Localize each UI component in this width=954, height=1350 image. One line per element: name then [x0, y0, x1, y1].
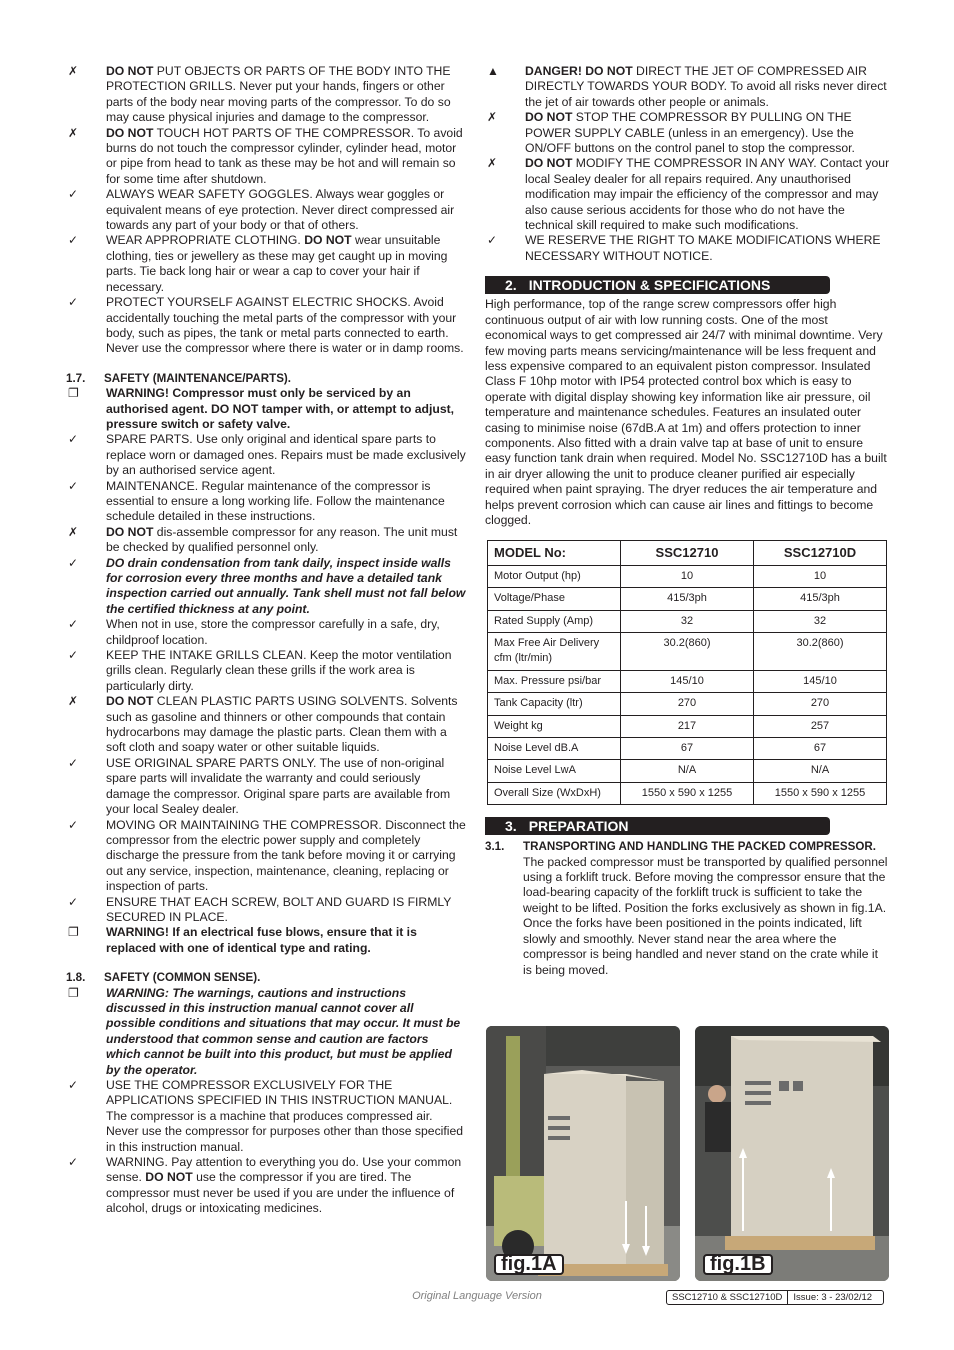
bullet-symbol-icon: ✓	[68, 817, 79, 832]
spec-label-cell: Noise Level LwA	[488, 760, 621, 782]
spec-value-cell: 1550 x 590 x 1255	[754, 782, 887, 804]
spec-label-cell: Overall Size (WxDxH)	[488, 782, 621, 804]
left-column	[66, 64, 466, 1217]
list-item	[66, 233, 466, 295]
list-item-text	[106, 233, 466, 295]
list-item	[66, 648, 466, 694]
bullet-symbol-icon: ❐	[68, 386, 79, 401]
list-item	[485, 110, 890, 156]
list-item	[66, 432, 466, 478]
spec-value-cell: 145/10	[754, 670, 887, 692]
figure-1a-label: fig.1A	[494, 1254, 564, 1275]
list-item-body: KEEP THE INTAKE GRILLS CLEAN. Keep the motor ventilation grills clean. Regularly clean these grills if the work area is particularly dirty.	[106, 648, 452, 693]
list-item-lead: DO NOT	[106, 125, 154, 140]
lifted-crate-image	[695, 1026, 889, 1281]
table-row	[488, 670, 887, 692]
list-item-text	[106, 295, 466, 357]
list-item-text	[106, 187, 466, 233]
table-row	[488, 588, 887, 610]
bullet-symbol-icon: ✓	[68, 233, 79, 248]
safety-list-common-sense	[66, 986, 466, 1217]
list-item-text	[106, 895, 466, 926]
list-item-lead: DO NOT	[145, 1170, 193, 1185]
list-item-body: STOP THE COMPRESSOR BY PULLING ON THE POWER SUPPLY CABLE (unless in an emergency). Use the ON/OFF buttons on the control panel to stop the compressor.	[525, 110, 855, 156]
bullet-symbol-icon: ✗	[68, 694, 79, 709]
list-item-body: DO drain condensation from tank daily, inspect inside walls for corrosion every three months and have a detailed tank inspection carried out annually. Tank shell must not fall below the certified thickness at any point.	[106, 555, 466, 616]
list-item-body: When not in use, store the compressor carefully in a safe, dry, childproof location.	[106, 617, 440, 647]
spec-header-ssc12710d: SSC12710D	[754, 541, 887, 565]
list-item-body: PROTECT YOURSELF AGAINST ELECTRIC SHOCKS. Avoid accidentally touching the metal parts of the compressor with your body, such as pipes, the tank or metal parts connected to earth. Never use the compressor where there is water or in damp rooms.	[106, 295, 464, 356]
list-item-lead: DO NOT	[106, 694, 154, 709]
list-item	[66, 295, 466, 357]
bullet-symbol-icon: ✓	[68, 1155, 79, 1170]
spec-value-cell: 67	[621, 738, 754, 760]
footer-issue: Issue: 3 - 23/02/12	[787, 1291, 877, 1304]
table-row	[488, 715, 887, 737]
figure-1b-label: fig.1B	[703, 1254, 773, 1275]
list-item	[66, 64, 466, 126]
list-item-text	[106, 1155, 466, 1217]
spec-value-cell: 67	[754, 738, 887, 760]
list-item-text	[106, 386, 466, 432]
footer-model-issue	[666, 1290, 884, 1305]
spec-value-cell: N/A	[621, 760, 754, 782]
list-item-body: WARNING! Compressor must only be serviced by an authorised agent. DO NOT tamper with, or attempt to adjust, pressure switch or safety valve.	[106, 386, 455, 431]
spec-value-cell: 415/3ph	[754, 588, 887, 610]
spec-table-header-row	[488, 541, 887, 565]
spec-header-ssc12710: SSC12710	[621, 541, 754, 565]
spec-value-cell: 217	[621, 715, 754, 737]
list-item-text	[106, 432, 466, 478]
table-row	[488, 693, 887, 715]
list-item-text	[106, 986, 466, 1078]
list-item-body: WE RESERVE THE RIGHT TO MAKE MODIFICATIONS WHERE NECESSARY WITHOUT NOTICE.	[525, 233, 881, 263]
list-item-text	[106, 556, 466, 618]
list-item	[66, 386, 466, 432]
list-item-body: use the compressor if you are tired. The compressor must never be used if you are under the influence of alcohol, drugs or intoxicating medicines.	[106, 1170, 455, 1216]
spec-value-cell: 32	[754, 610, 887, 632]
bullet-symbol-icon: ✗	[487, 110, 498, 125]
spec-value-cell: 30.2(860)	[621, 633, 754, 671]
list-item	[66, 895, 466, 926]
list-item	[485, 233, 890, 264]
intro-paragraph: High performance, top of the range screw compressors offer high continuous output of air with low running costs. One of the most economical ways to get compressed air 24/7 with minimal downtime. Very few moving parts means servicing/maintenance will be less frequent and less expensive compared to an equivalent piston compressor. Insulated Class F 10hp motor with IP54 protected control box which is easy to operate with digital display showing key information like air pressure, oil temperature and maintenance schedules. Features an insulated outer casing to minimise noise (67dB.A at 1m) and offers protection to inner components. Also fitted with a drain valve tap at base of unit to ensure easy function tank drain when required. Model No. SSC12710D has a built in air dryer allowing the unit to produce cleaner purified air especially required when paint spraying. The dryer reduces the air temperature and helps prevent corrosion which can cause air lines and fittings to become clogged.	[485, 297, 887, 527]
bullet-symbol-icon: ❐	[68, 925, 79, 940]
table-row	[488, 760, 887, 782]
list-item-body: USE THE COMPRESSOR EXCLUSIVELY FOR THE APPLICATIONS SPECIFIED IN THIS INSTRUCTION MANUAL. The compressor is a machine that produces compressed air. Never use the compressor for purposes other than those specified in this instruction manual.	[106, 1078, 464, 1154]
list-item	[66, 756, 466, 818]
list-item-body: DIRECT THE JET OF COMPRESSED AIR DIRECTLY TOWARDS YOUR BODY. To avoid all risks never direct the jet of air towards other people or animals.	[525, 64, 887, 109]
spec-value-cell: 32	[621, 610, 754, 632]
list-item	[66, 126, 466, 188]
spec-value-cell: 1550 x 590 x 1255	[621, 782, 754, 804]
bullet-symbol-icon: ❐	[68, 985, 79, 1000]
safety-list-maintenance	[66, 386, 466, 956]
spec-label-cell: Max. Pressure psi/bar	[488, 670, 621, 692]
table-row	[488, 782, 887, 804]
list-item-body: ALWAYS WEAR SAFETY GOGGLES. Always wear goggles or equivalent means of eye protection. Never direct compressed air towards any part of your body or that of others.	[106, 187, 455, 233]
list-item-body: wear unsuitable clothing, ties or jewellery as these may get caught up in moving parts. Tie back long hair or wear a cap to cover your hair if necessary.	[106, 233, 448, 294]
spec-value-cell: 257	[754, 715, 887, 737]
bullet-symbol-icon: ✓	[68, 1078, 79, 1092]
section-3-1-heading: 3.1. TRANSPORTING AND HANDLING THE PACKED COMPRESSOR.	[485, 840, 876, 854]
list-item	[66, 986, 466, 1078]
list-item-text	[525, 156, 890, 233]
spec-value-cell: 30.2(860)	[754, 633, 887, 671]
list-item-text	[106, 479, 466, 525]
list-item	[66, 187, 466, 233]
list-item-body: MOVING OR MAINTAINING THE COMPRESSOR. Disconnect the compressor from the electric power supply and completely discharge the pressure from the tank before moving it or carrying out any service, inspection, maintenance, cleaning, replacing or inspection of parts.	[106, 817, 466, 894]
list-item-prefix: WARNING. Pay attention to everything you do. Use your common sense.	[106, 1155, 462, 1185]
list-item	[66, 617, 466, 648]
bullet-symbol-icon: ▲	[487, 64, 499, 78]
list-item	[485, 64, 890, 110]
list-item-prefix: WEAR APPROPRIATE CLOTHING.	[106, 233, 305, 248]
figures	[486, 1026, 886, 1281]
right-column	[485, 64, 890, 978]
safety-list-continued	[485, 64, 890, 264]
list-item-text	[525, 233, 890, 264]
footer-language-note: Original Language Version	[412, 1290, 542, 1302]
spec-header-model: MODEL No:	[488, 541, 621, 565]
bullet-symbol-icon: ✓	[68, 617, 79, 632]
list-item	[66, 925, 466, 956]
bullet-symbol-icon: ✓	[487, 233, 498, 248]
table-row	[488, 610, 887, 632]
bullet-symbol-icon: ✓	[68, 648, 79, 663]
spec-label-cell: Tank Capacity (ltr)	[488, 693, 621, 715]
list-item-body: MAINTENANCE. Regular maintenance of the compressor is essential to ensure a long working life. Follow the maintenance schedule detailed in these instructions.	[106, 478, 445, 524]
bullet-symbol-icon: ✓	[68, 187, 79, 202]
spec-value-cell: 145/10	[621, 670, 754, 692]
list-item-text	[106, 1078, 466, 1155]
figure-1a-photo	[486, 1026, 680, 1281]
list-item-text	[525, 64, 890, 110]
list-item	[485, 156, 890, 233]
list-item-body: MODIFY THE COMPRESSOR IN ANY WAY. Contact your local Sealey dealer for all repairs required. Any unauthorised modification may impair the efficiency of the compressor and may also cause serious accidents for those who do not have the technical skill required to make such modifications.	[525, 156, 890, 233]
bullet-symbol-icon: ✓	[68, 755, 79, 770]
table-row	[488, 633, 887, 671]
list-item-lead: DO NOT	[525, 156, 573, 171]
section-3-1-text: The packed compressor must be transported by qualified personnel using a forklift truck. Before moving the compressor ensure that the load-bearing capacity of the forklift truck is sufficient to take the weight to be lifted. Position the forks exclusively as shown in fig.1A. Once the forks have been positioned in the points indicated, lift slowly and smoothly. Never stand near the area where the compressor is being handled and never stand on the crate while it is being moved.	[523, 854, 888, 977]
spec-label-cell: Rated Supply (Amp)	[488, 610, 621, 632]
list-item-lead: DO NOT	[106, 64, 154, 78]
list-item-text	[106, 525, 466, 556]
bullet-symbol-icon: ✓	[68, 295, 79, 310]
table-row	[488, 738, 887, 760]
spec-value-cell: 270	[621, 693, 754, 715]
bullet-symbol-icon: ✓	[68, 555, 79, 570]
bullet-symbol-icon: ✓	[68, 894, 79, 909]
table-row	[488, 565, 887, 587]
list-item-text	[106, 756, 466, 818]
figure-1b-photo	[695, 1026, 889, 1281]
list-item-text	[106, 818, 466, 895]
bullet-symbol-icon: ✗	[68, 524, 79, 539]
safety-list-general	[66, 64, 466, 357]
list-item-lead: DANGER! DO NOT	[525, 64, 633, 78]
bullet-symbol-icon: ✗	[68, 64, 79, 78]
section-3-heading: 3. PREPARATION	[485, 817, 830, 835]
list-item	[66, 556, 466, 618]
bullet-symbol-icon: ✗	[487, 156, 498, 171]
spec-label-cell: Motor Output (hp)	[488, 565, 621, 587]
spec-value-cell: 270	[754, 693, 887, 715]
list-item-lead: DO NOT	[525, 110, 573, 125]
list-item-lead: DO NOT	[304, 233, 352, 248]
list-item-text	[106, 126, 466, 188]
bullet-symbol-icon: ✓	[68, 478, 79, 493]
list-item	[66, 479, 466, 525]
footer-model: SSC12710 & SSC12710D	[672, 1292, 783, 1303]
spec-value-cell: N/A	[754, 760, 887, 782]
list-item-body: WARNING! If an electrical fuse blows, ensure that it is replaced with one of identical type and rating.	[106, 925, 417, 955]
section-2-heading: 2. INTRODUCTION & SPECIFICATIONS	[485, 276, 830, 294]
spec-value-cell: 415/3ph	[621, 588, 754, 610]
list-item-body: WARNING: The warnings, cautions and instructions discussed in this instruction manual cannot cover all possible conditions and situations that may occur. It must be understood that common sense and caution are factors which cannot be built into this product, but must be applied by the operator.	[106, 985, 461, 1077]
list-item-lead: DO NOT	[106, 524, 154, 539]
list-item-body: TOUCH HOT PARTS OF THE COMPRESSOR. To avoid burns do not touch the compressor cylinder, cylinder head, motor or pipe from head to tank as these may be hot and will remain so for some time after shutdown.	[106, 125, 463, 186]
list-item-body: SPARE PARTS. Use only original and identical spare parts to replace worn or damaged ones. Repairs must be made exclusively by an authorised service agent.	[106, 432, 466, 478]
list-item	[66, 525, 466, 556]
spec-label-cell: Noise Level dB.A	[488, 738, 621, 760]
list-item-text	[106, 64, 466, 126]
section-1-7-heading: 1.7. SAFETY (MAINTENANCE/PARTS).	[66, 371, 292, 385]
bullet-symbol-icon: ✗	[68, 125, 79, 140]
list-item-text	[106, 694, 466, 756]
spec-value-cell: 10	[754, 565, 887, 587]
list-item	[66, 818, 466, 895]
forklift-crate-image	[486, 1026, 680, 1281]
list-item-text	[106, 648, 466, 694]
list-item-body: ENSURE THAT EACH SCREW, BOLT AND GUARD IS FIRMLY SECURED IN PLACE.	[106, 894, 452, 924]
list-item-body: CLEAN PLASTIC PARTS USING SOLVENTS. Solvents such as gasoline and thinners or other compounds that contain hydrocarbons may damage the plastic parts. Clean them with a soft cloth and soapy water or other suitable liquids.	[106, 694, 458, 755]
list-item-text	[106, 925, 466, 956]
list-item-text	[106, 617, 466, 648]
specification-table	[487, 540, 887, 805]
spec-label-cell: Voltage/Phase	[488, 588, 621, 610]
list-item-body: USE ORIGINAL SPARE PARTS ONLY. The use of non-original spare parts will invalidate the warranty and could seriously damage the compressor. Original spare parts are available from your local Sealey dealer.	[106, 755, 451, 817]
list-item-body: dis-assemble compressor for any reason. The unit must be checked by qualified personnel only.	[106, 524, 458, 555]
bullet-symbol-icon: ✓	[68, 432, 79, 447]
list-item	[66, 1155, 466, 1217]
spec-value-cell: 10	[621, 565, 754, 587]
list-item-body: PUT OBJECTS OR PARTS OF THE BODY INTO THE PROTECTION GRILLS. Never put your hands, fingers or other parts of the body near moving parts of the compressor. To do so may cause physical injuries and damage to the compressor.	[106, 64, 451, 125]
list-item-text	[525, 110, 890, 156]
spec-label-cell: Weight kg	[488, 715, 621, 737]
list-item	[66, 1078, 466, 1155]
section-1-8-heading: 1.8. SAFETY (COMMON SENSE).	[66, 971, 261, 985]
list-item	[66, 694, 466, 756]
spec-label-cell: Max Free Air Delivery cfm (ltr/min)	[488, 633, 621, 671]
